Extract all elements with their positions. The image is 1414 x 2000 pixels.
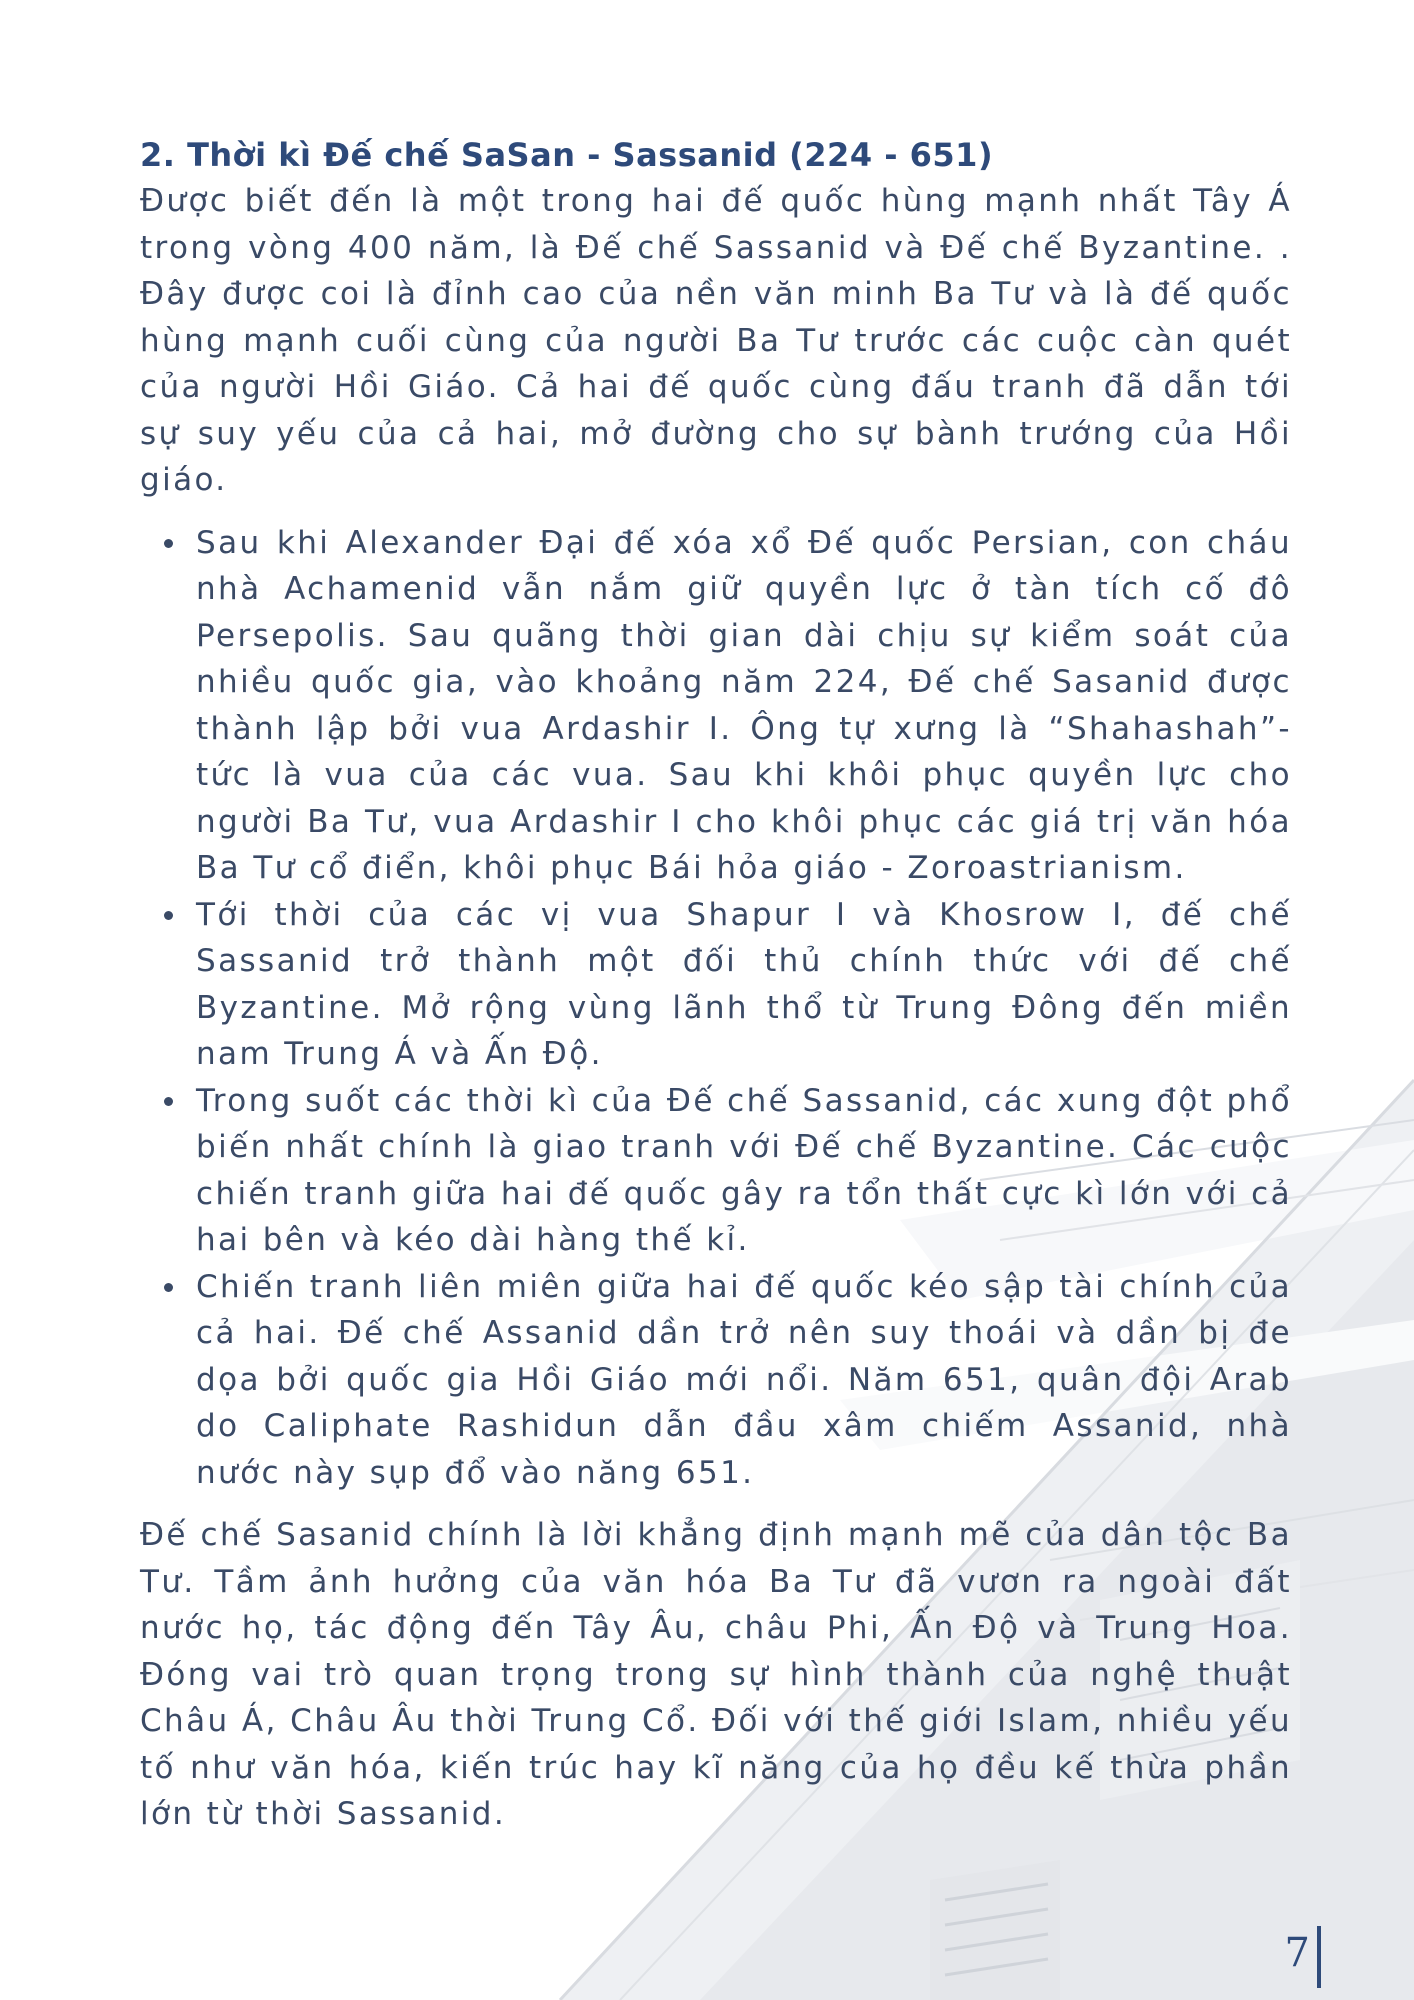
page-number-divider: [1317, 1926, 1321, 1988]
list-item-text: Sau khi Alexander Đại đế xóa xổ Đế quốc Persian, con cháu nhà Achamenid vẫn nắm giữ quyền lực ở tàn tích cố đô Persepolis. Sau quãng thời gian dài chịu sự kiểm soát của nhiều quốc gia, vào khoảng năm 224, Đế chế Sasanid được thành lập bởi vua Ardashir I. Ông tự xưng là “Shahashah”- tức là vua của các vua. Sau khi khôi phục quyền lực cho người Ba Tư, vua Ardashir I cho khôi phục các giá trị văn hóa Ba Tư cổ điển, khôi phục Bái hỏa giáo - Zoroastrianism.: [196, 524, 1292, 886]
list-item: [196, 1264, 1292, 1497]
article-content: [140, 132, 1292, 1838]
list-item-text: Chiến tranh liên miên giữa hai đế quốc kéo sập tài chính của cả hai. Đế chế Assanid dần trở nên suy thoái và dần bị đe dọa bởi quốc gia Hồi Giáo mới nổi. Năm 651, quân đội Arab do Caliphate Rashidun dẫn đầu xâm chiếm Assanid, nhà nước này sụp đổ vào năng 651.: [196, 1268, 1292, 1491]
intro-paragraph: Được biết đến là một trong hai đế quốc hùng mạnh nhất Tây Á trong vòng 400 năm, là Đế chế Sassanid và Đế chế Byzantine. . Đây được coi là đỉnh cao của nền văn minh Ba Tư và là đế quốc hùng mạnh cuối cùng của người Ba Tư trước các cuộc càn quét của người Hồi Giáo. Cả hai đế quốc cùng đấu tranh đã dẫn tới sự suy yếu của cả hai, mở đường cho sự bành trướng của Hồi giáo.: [140, 183, 1292, 498]
conclusion-paragraph: Đế chế Sasanid chính là lời khẳng định mạnh mẽ của dân tộc Ba Tư. Tầm ảnh hưởng của văn hóa Ba Tư đã vươn ra ngoài đất nước họ, tác động đến Tây Âu, châu Phi, Ấn Độ và Trung Hoa. Đóng vai trò quan trọng trong sự hình thành của nghệ thuật Châu Á, Châu Âu thời Trung Cổ. Đối với thế giới Islam, nhiều yếu tố như văn hóa, kiến trúc hay kĩ năng của họ đều kế thừa phần lớn từ thời Sassanid.: [140, 1517, 1292, 1832]
list-item: [196, 1078, 1292, 1264]
bullet-dot-icon: [164, 1097, 173, 1106]
bullet-dot-icon: [164, 911, 173, 920]
list-item: [196, 892, 1292, 1078]
list-item-text: Trong suốt các thời kì của Đế chế Sassanid, các xung đột phổ biến nhất chính là giao tranh với Đế chế Byzantine. Các cuộc chiến tranh giữa hai đế quốc gây ra tổn thất cực kì lớn với cả hai bên và kéo dài hàng thế kỉ.: [196, 1082, 1292, 1258]
list-item-text: Tới thời của các vị vua Shapur I và Khosrow I, đế chế Sassanid trở thành một đối thủ chính thức với đế chế Byzantine. Mở rộng vùng lãnh thổ từ Trung Đông đến miền nam Trung Á và Ấn Độ.: [196, 896, 1292, 1072]
bullet-dot-icon: [164, 1283, 173, 1292]
bullet-list: [140, 520, 1292, 1497]
bullet-dot-icon: [164, 539, 173, 548]
list-item: [196, 520, 1292, 892]
page-number: 7: [1284, 1930, 1310, 1976]
section-heading: 2. Thời kì Đế chế SaSan - Sassanid (224 - 651): [140, 136, 994, 174]
